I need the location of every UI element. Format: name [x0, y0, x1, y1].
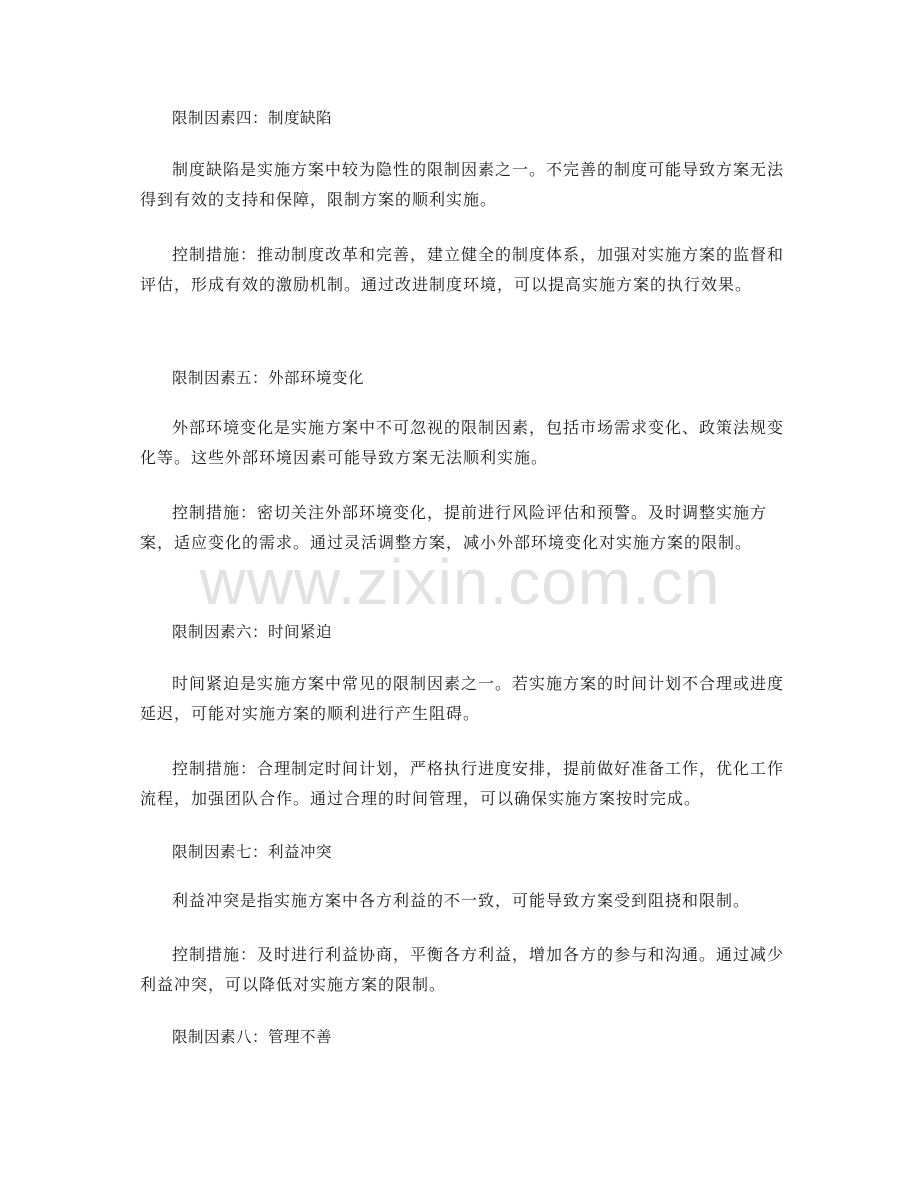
section-heading-5: 限制因素五：外部环境变化 — [172, 369, 365, 387]
section-heading-4: 限制因素四：制度缺陷 — [172, 109, 333, 127]
section-heading-6: 限制因素六：时间紧迫 — [172, 623, 333, 641]
section-body-6: 时间紧迫是实施方案中常见的限制因素之一。若实施方案的时间计划不合理或进度延迟，可能对实施方案的顺利进行产生阻碍。 — [140, 674, 785, 723]
section-control-5: 控制措施：密切关注外部环境变化，提前进行风险评估和预警。及时调整实施方案，适应变化的需求。通过灵活调整方案，减小外部环境变化对实施方案的限制。 — [140, 503, 768, 552]
section-heading-7: 限制因素七：利益冲突 — [172, 843, 333, 861]
section-control-6: 控制措施：合理制定时间计划，严格执行进度安排，提前做好准备工作，优化工作流程，加强团队合作。通过合理的时间管理，可以确保实施方案按时完成。 — [140, 759, 785, 808]
section-control-7: 控制措施：及时进行利益协商，平衡各方利益，增加各方的参与和沟通。通过减少利益冲突，可以降低对实施方案的限制。 — [140, 945, 785, 994]
section-heading-8: 限制因素八：管理不善 — [172, 1028, 333, 1046]
watermark-text: www.zixin.com.cn — [199, 546, 721, 618]
section-control-4: 控制措施：推动制度改革和完善，建立健全的制度体系，加强对实施方案的监督和评估，形成有效的激励机制。通过改进制度环境，可以提高实施方案的执行效果。 — [140, 245, 785, 294]
section-body-5: 外部环境变化是实施方案中不可忽视的限制因素，包括市场需求变化、政策法规变化等。这些外部环境因素可能导致方案无法顺利实施。 — [140, 418, 785, 467]
section-body-7: 利益冲突是指实施方案中各方利益的不一致，可能导致方案受到阻挠和限制。 — [172, 891, 751, 910]
section-body-4: 制度缺陷是实施方案中较为隐性的限制因素之一。不完善的制度可能导致方案无法得到有效的支持和保障，限制方案的顺利实施。 — [140, 160, 785, 209]
